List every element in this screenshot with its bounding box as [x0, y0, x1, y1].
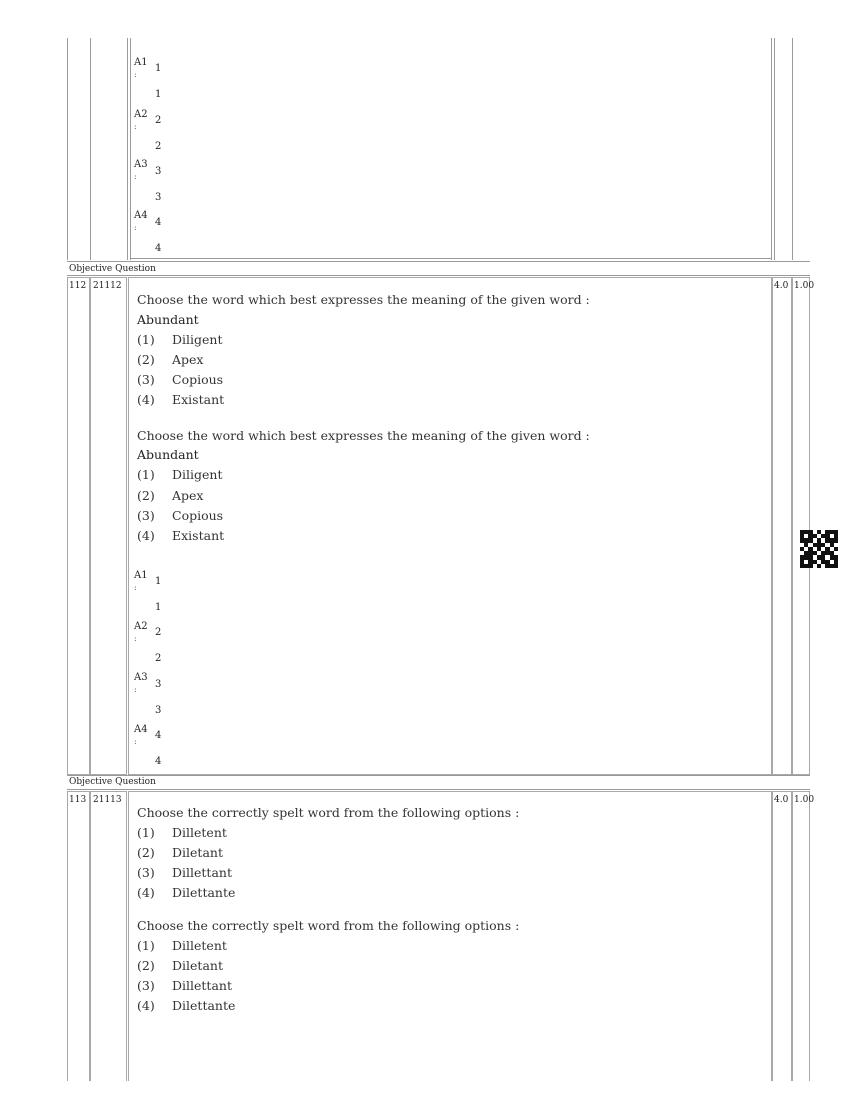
- question-negative-marks: 1.00: [794, 795, 815, 805]
- answer-label: A1: [134, 57, 148, 68]
- option-number: (3): [137, 865, 155, 880]
- option-text: Dillettant: [172, 865, 232, 880]
- question-word: Abundant: [137, 447, 199, 462]
- qr-code-icon: [800, 530, 838, 568]
- question-marks: 4.0: [774, 281, 789, 291]
- option-number: (1): [137, 938, 155, 953]
- option-number: (1): [137, 332, 155, 347]
- section-label: Objective Question: [69, 264, 156, 274]
- answer-value: 3: [155, 679, 162, 690]
- option-number: (4): [137, 998, 155, 1013]
- question-prompt: Choose the correctly spelt word from the following options :: [137, 805, 520, 820]
- answer-colon: :: [134, 737, 137, 746]
- option-number: (4): [137, 885, 155, 900]
- question-number: 112: [69, 281, 87, 291]
- option-number: (4): [137, 392, 155, 407]
- answer-colon: :: [134, 172, 137, 181]
- answer-colon: :: [134, 223, 137, 232]
- answer-colon: :: [134, 685, 137, 694]
- answer-label: A4: [134, 724, 148, 735]
- answer-colon: :: [134, 122, 137, 131]
- answer-value: 4: [155, 243, 162, 254]
- option-number: (2): [137, 958, 155, 973]
- answer-value: 2: [155, 627, 162, 638]
- option-text: Dilletent: [172, 938, 227, 953]
- question-negative-marks: 1.00: [794, 281, 815, 291]
- answer-value: 4: [155, 730, 162, 741]
- question-marks: 4.0: [774, 795, 789, 805]
- question-id: 21113: [93, 795, 122, 805]
- question-prompt: Choose the word which best expresses the meaning of the given word :: [137, 292, 590, 307]
- answer-value: 1: [155, 576, 162, 587]
- option-text: Diligent: [172, 332, 223, 347]
- option-text: Apex: [172, 488, 204, 503]
- answer-value: 3: [155, 192, 162, 203]
- option-text: Dilettante: [172, 885, 236, 900]
- option-number: (3): [137, 508, 155, 523]
- answer-value: 3: [155, 705, 162, 716]
- answer-label: A3: [134, 672, 148, 683]
- option-number: (3): [137, 372, 155, 387]
- option-text: Dilettante: [172, 998, 236, 1013]
- answer-value: 3: [155, 166, 162, 177]
- option-number: (2): [137, 488, 155, 503]
- option-text: Existant: [172, 392, 225, 407]
- answer-colon: :: [134, 583, 137, 592]
- question-number: 113: [69, 795, 87, 805]
- question-prompt: Choose the correctly spelt word from the following options :: [137, 918, 520, 933]
- option-text: Dillettant: [172, 978, 232, 993]
- answer-value: 1: [155, 602, 162, 613]
- option-text: Apex: [172, 352, 204, 367]
- answer-value: 2: [155, 653, 162, 664]
- option-number: (4): [137, 528, 155, 543]
- answer-label: A2: [134, 109, 148, 120]
- answer-colon: :: [134, 634, 137, 643]
- option-text: Diligent: [172, 467, 223, 482]
- answer-label: A2: [134, 621, 148, 632]
- option-number: (1): [137, 825, 155, 840]
- section-label: Objective Question: [69, 777, 156, 787]
- answer-value: 1: [155, 63, 162, 74]
- question-word: Abundant: [137, 312, 199, 327]
- option-text: Diletant: [172, 958, 223, 973]
- option-text: Existant: [172, 528, 225, 543]
- option-text: Diletant: [172, 845, 223, 860]
- answer-value: 2: [155, 115, 162, 126]
- answer-label: A4: [134, 210, 148, 221]
- answer-label: A3: [134, 159, 148, 170]
- answer-value: 4: [155, 756, 162, 767]
- option-number: (3): [137, 978, 155, 993]
- option-number: (1): [137, 467, 155, 482]
- answer-value: 2: [155, 141, 162, 152]
- option-text: Copious: [172, 508, 224, 523]
- option-number: (2): [137, 352, 155, 367]
- option-text: Copious: [172, 372, 224, 387]
- option-number: (2): [137, 845, 155, 860]
- answer-value: 1: [155, 89, 162, 100]
- answer-value: 4: [155, 217, 162, 228]
- answer-label: A1: [134, 570, 148, 581]
- question-prompt: Choose the word which best expresses the meaning of the given word :: [137, 428, 590, 443]
- question-id: 21112: [93, 281, 122, 291]
- answer-colon: :: [134, 70, 137, 79]
- option-text: Dilletent: [172, 825, 227, 840]
